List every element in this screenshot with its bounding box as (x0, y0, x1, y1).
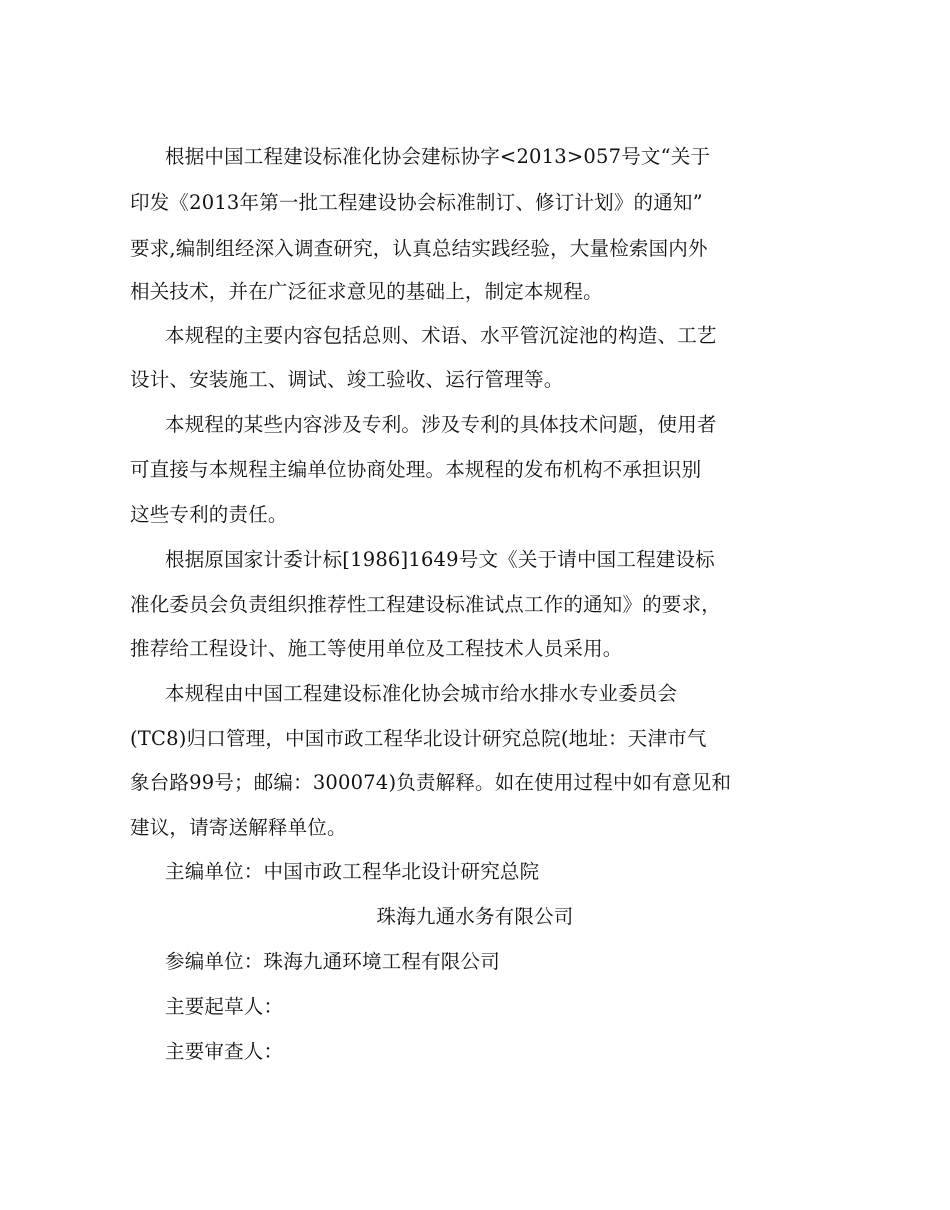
paragraph-4-line-3: 推荐给工程设计、施工等使用单位及工程技术人员采用。 (130, 637, 623, 660)
paragraph-3-line-3: 这些专利的责任。 (130, 503, 288, 526)
paragraph-2-line-1: 本规程的主要内容包括总则、术语、水平管沉淀池的构造、工艺 (165, 324, 717, 347)
paragraph-2-line-2: 设计、安装施工、调试、竣工验收、运行管理等。 (130, 368, 564, 391)
paragraph-5-line-4: 建议，请寄送解释单位。 (130, 816, 347, 839)
paragraph-3-line-2: 可直接与本规程主编单位协商处理。本规程的发布机构不承担识别 (130, 458, 702, 481)
paragraph-5-line-3: 象台路99号；邮编：300074)负责解释。如在使用过程中如有意见和 (130, 771, 732, 794)
main-drafters-line: 主要起草人： (165, 995, 284, 1018)
chief-units-line: 主编单位：中国市政工程华北设计研究总院 (165, 860, 540, 883)
paragraph-4-line-2: 准化委员会负责组织推荐性工程建设标准试点工作的通知》的要求， (130, 593, 722, 616)
paragraph-1-line-2: 印发《2013年第一批工程建设协会标准制订、修订计划》的通知” (130, 191, 703, 214)
paragraph-4-line-1: 根据原国家计委计标[1986]1649号文《关于请中国工程建设标 (165, 548, 715, 571)
paragraph-5-line-2: (TC8)归口管理，中国市政工程华北设计研究总院(地址：天津市气 (130, 727, 707, 750)
paragraph-1-line-4: 相关技术，并在广泛征求意见的基础上，制定本规程。 (130, 280, 603, 303)
main-reviewers-line: 主要审查人： (165, 1040, 284, 1063)
participating-units-line: 参编单位：珠海九通环境工程有限公司 (165, 950, 500, 973)
paragraph-1-line-3: 要求,编制组经深入调查研究，认真总结实践经验，大量检索国内外 (130, 237, 708, 260)
paragraph-3-line-1: 本规程的某些内容涉及专利。涉及专利的具体技术问题，使用者 (165, 413, 717, 436)
chief-units-second: 珠海九通水务有限公司 (376, 905, 574, 928)
paragraph-1-line-1: 根据中国工程建设标准化协会建标协字<2013>057号文“关于 (165, 145, 711, 168)
paragraph-5-line-1: 本规程由中国工程建设标准化协会城市给水排水专业委员会 (165, 682, 678, 705)
